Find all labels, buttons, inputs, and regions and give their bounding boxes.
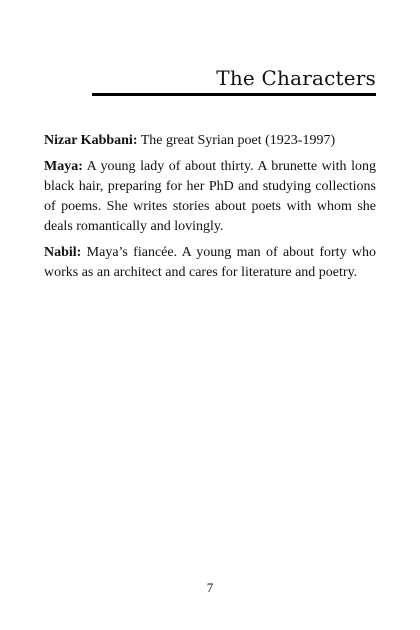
chapter-header	[92, 66, 376, 96]
title-rule	[92, 93, 376, 96]
character-list	[44, 131, 376, 289]
chapter-title: The Characters	[216, 66, 376, 90]
character-description: A young lady of about thirty. A brunette with long black hair, preparing for her PhD and studying collections of poems. She writes stories about poets with whom she deals romantically and lovingly.	[44, 159, 376, 234]
character-entry-maya	[44, 157, 376, 237]
character-description: The great Syrian poet (1923-1997)	[137, 133, 336, 148]
character-entry-nizar	[44, 131, 376, 151]
character-entry-nabil	[44, 243, 376, 283]
character-name: Nabil:	[44, 245, 82, 260]
character-name: Maya:	[44, 159, 83, 174]
character-name: Nizar Kabbani:	[44, 133, 138, 148]
character-description: Maya’s fiancée. A young man of about forty who works as an architect and cares for literature and poetry.	[44, 245, 376, 280]
page-number: 7	[206, 580, 214, 595]
